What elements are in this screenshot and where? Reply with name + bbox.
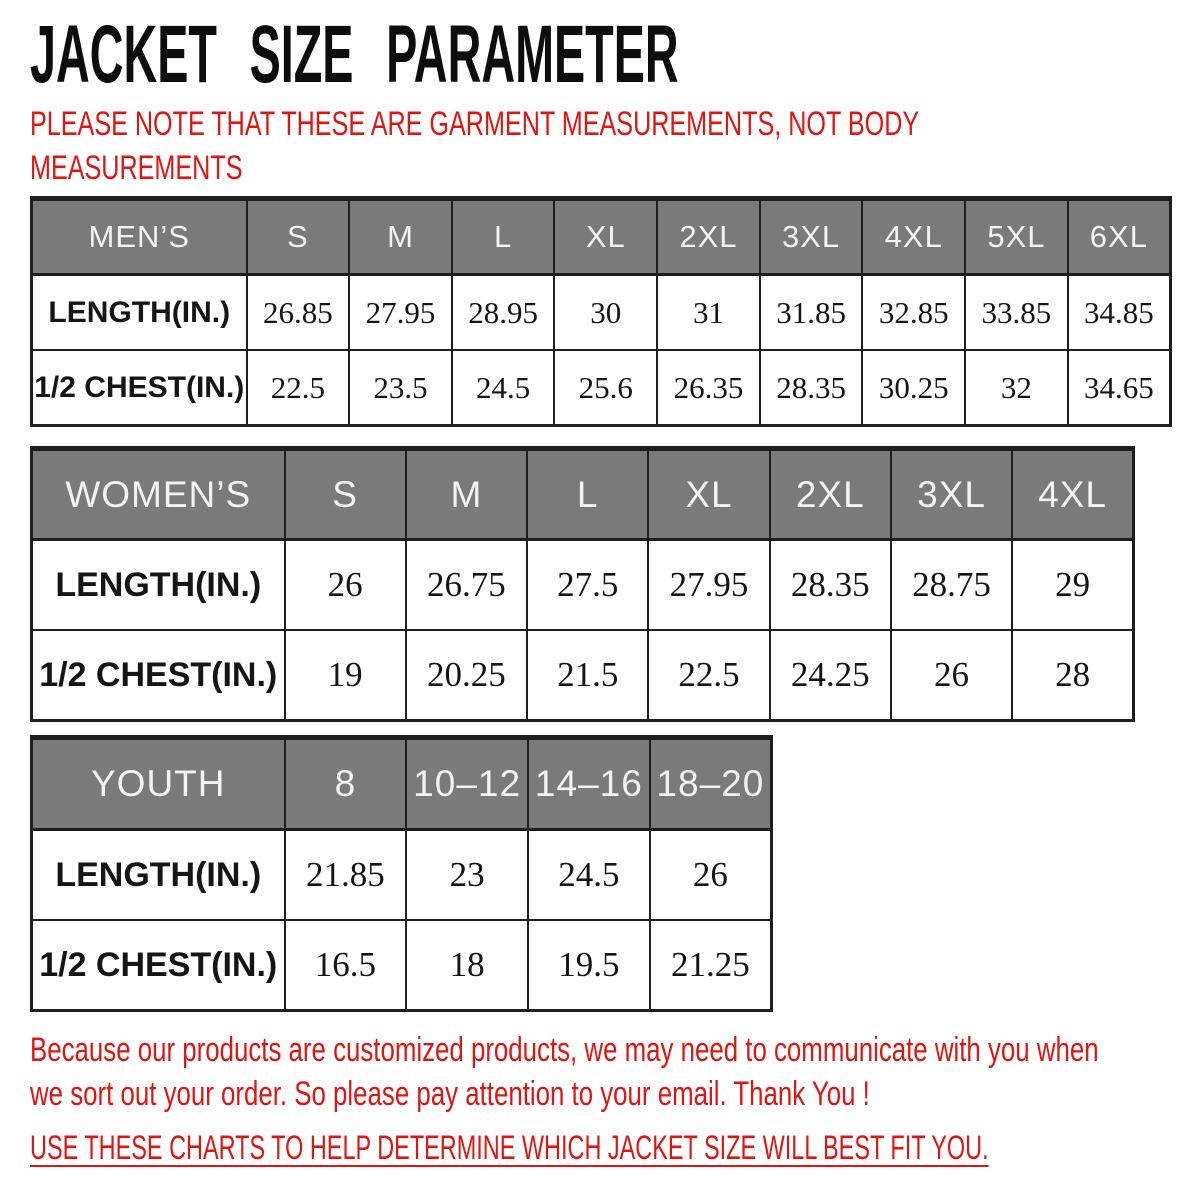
row-label-cell: 1/2 CHEST(IN.) xyxy=(32,630,285,721)
size-header-cell: 2XL xyxy=(770,449,891,540)
value-cell: 21.5 xyxy=(527,630,648,721)
size-header-cell: 5XL xyxy=(965,199,1068,275)
mens-length-row xyxy=(32,275,1171,351)
value-cell: 20.25 xyxy=(406,630,527,721)
value-cell: 27.5 xyxy=(527,540,648,631)
size-header-cell: 2XL xyxy=(657,199,760,275)
value-cell: 26 xyxy=(285,540,406,631)
value-cell: 26.75 xyxy=(406,540,527,631)
value-cell: 26.85 xyxy=(247,275,350,351)
value-cell: 21.25 xyxy=(650,920,772,1011)
size-header-cell: 3XL xyxy=(760,199,863,275)
size-header-cell: 6XL xyxy=(1068,199,1171,275)
size-header-cell: 4XL xyxy=(1012,449,1133,540)
value-cell: 23 xyxy=(406,830,528,921)
womens-length-row xyxy=(32,540,1134,631)
size-header-cell: XL xyxy=(648,449,769,540)
youth-size-table xyxy=(30,735,773,1012)
youth-table-title-cell: YOUTH xyxy=(32,738,285,830)
value-cell: 34.85 xyxy=(1068,275,1171,351)
value-cell: 30.25 xyxy=(862,350,965,426)
size-header-cell: S xyxy=(285,449,406,540)
row-label-cell: LENGTH(IN.) xyxy=(32,275,247,351)
row-label-cell: 1/2 CHEST(IN.) xyxy=(32,920,285,1011)
size-header-cell: S xyxy=(247,199,350,275)
value-cell: 28.35 xyxy=(770,540,891,631)
chart-usage-note: USE THESE CHARTS TO HELP DETERMINE WHICH JACKET SIZE WILL BEST FIT YOU. xyxy=(30,1129,989,1167)
womens-header-row xyxy=(32,449,1134,540)
value-cell: 22.5 xyxy=(648,630,769,721)
mens-size-table xyxy=(30,196,1172,427)
value-cell: 24.25 xyxy=(770,630,891,721)
value-cell: 32 xyxy=(965,350,1068,426)
value-cell: 28.75 xyxy=(891,540,1012,631)
value-cell: 29 xyxy=(1012,540,1133,631)
value-cell: 26 xyxy=(650,830,772,921)
value-cell: 27.95 xyxy=(349,275,452,351)
youth-chest-row xyxy=(32,920,772,1011)
value-cell: 26 xyxy=(891,630,1012,721)
value-cell: 19.5 xyxy=(528,920,650,1011)
mens-header-row xyxy=(32,199,1171,275)
value-cell: 23.5 xyxy=(349,350,452,426)
size-header-cell: 8 xyxy=(285,738,407,830)
value-cell: 31 xyxy=(657,275,760,351)
womens-size-table xyxy=(30,446,1135,722)
size-header-cell: M xyxy=(349,199,452,275)
value-cell: 24.5 xyxy=(452,350,555,426)
page-title: JACKET SIZE PARAMETER xyxy=(30,9,679,100)
womens-table-title-cell: WOMEN’S xyxy=(32,449,285,540)
size-header-cell: L xyxy=(452,199,555,275)
value-cell: 28 xyxy=(1012,630,1133,721)
mens-table-title-cell: MEN’S xyxy=(32,199,247,275)
size-header-cell: 4XL xyxy=(862,199,965,275)
womens-chest-row xyxy=(32,630,1134,721)
value-cell: 21.85 xyxy=(285,830,407,921)
row-label-cell: 1/2 CHEST(IN.) xyxy=(32,350,247,426)
youth-length-row xyxy=(32,830,772,921)
value-cell: 27.95 xyxy=(648,540,769,631)
value-cell: 22.5 xyxy=(247,350,350,426)
value-cell: 16.5 xyxy=(285,920,407,1011)
row-label-cell: LENGTH(IN.) xyxy=(32,540,285,631)
size-header-cell: 18–20 xyxy=(650,738,772,830)
value-cell: 24.5 xyxy=(528,830,650,921)
value-cell: 31.85 xyxy=(760,275,863,351)
value-cell: 34.65 xyxy=(1068,350,1171,426)
size-header-cell: 10–12 xyxy=(406,738,528,830)
size-header-cell: 14–16 xyxy=(528,738,650,830)
size-header-cell: L xyxy=(527,449,648,540)
youth-header-row xyxy=(32,738,772,830)
row-label-cell: LENGTH(IN.) xyxy=(32,830,285,921)
value-cell: 28.95 xyxy=(452,275,555,351)
garment-measurement-note: PLEASE NOTE THAT THESE ARE GARMENT MEASUREMENTS, NOT BODY MEASUREMENTS xyxy=(30,105,919,187)
value-cell: 25.6 xyxy=(554,350,657,426)
value-cell: 33.85 xyxy=(965,275,1068,351)
size-header-cell: XL xyxy=(554,199,657,275)
value-cell: 30 xyxy=(554,275,657,351)
customization-notice: Because our products are customized products, we may need to communicate with you when we sort out your order. So please pay attention to your email. Thank You ! xyxy=(30,1031,1099,1114)
value-cell: 26.35 xyxy=(657,350,760,426)
size-header-cell: 3XL xyxy=(891,449,1012,540)
mens-chest-row xyxy=(32,350,1171,426)
value-cell: 19 xyxy=(285,630,406,721)
value-cell: 28.35 xyxy=(760,350,863,426)
size-header-cell: M xyxy=(406,449,527,540)
value-cell: 32.85 xyxy=(862,275,965,351)
value-cell: 18 xyxy=(406,920,528,1011)
